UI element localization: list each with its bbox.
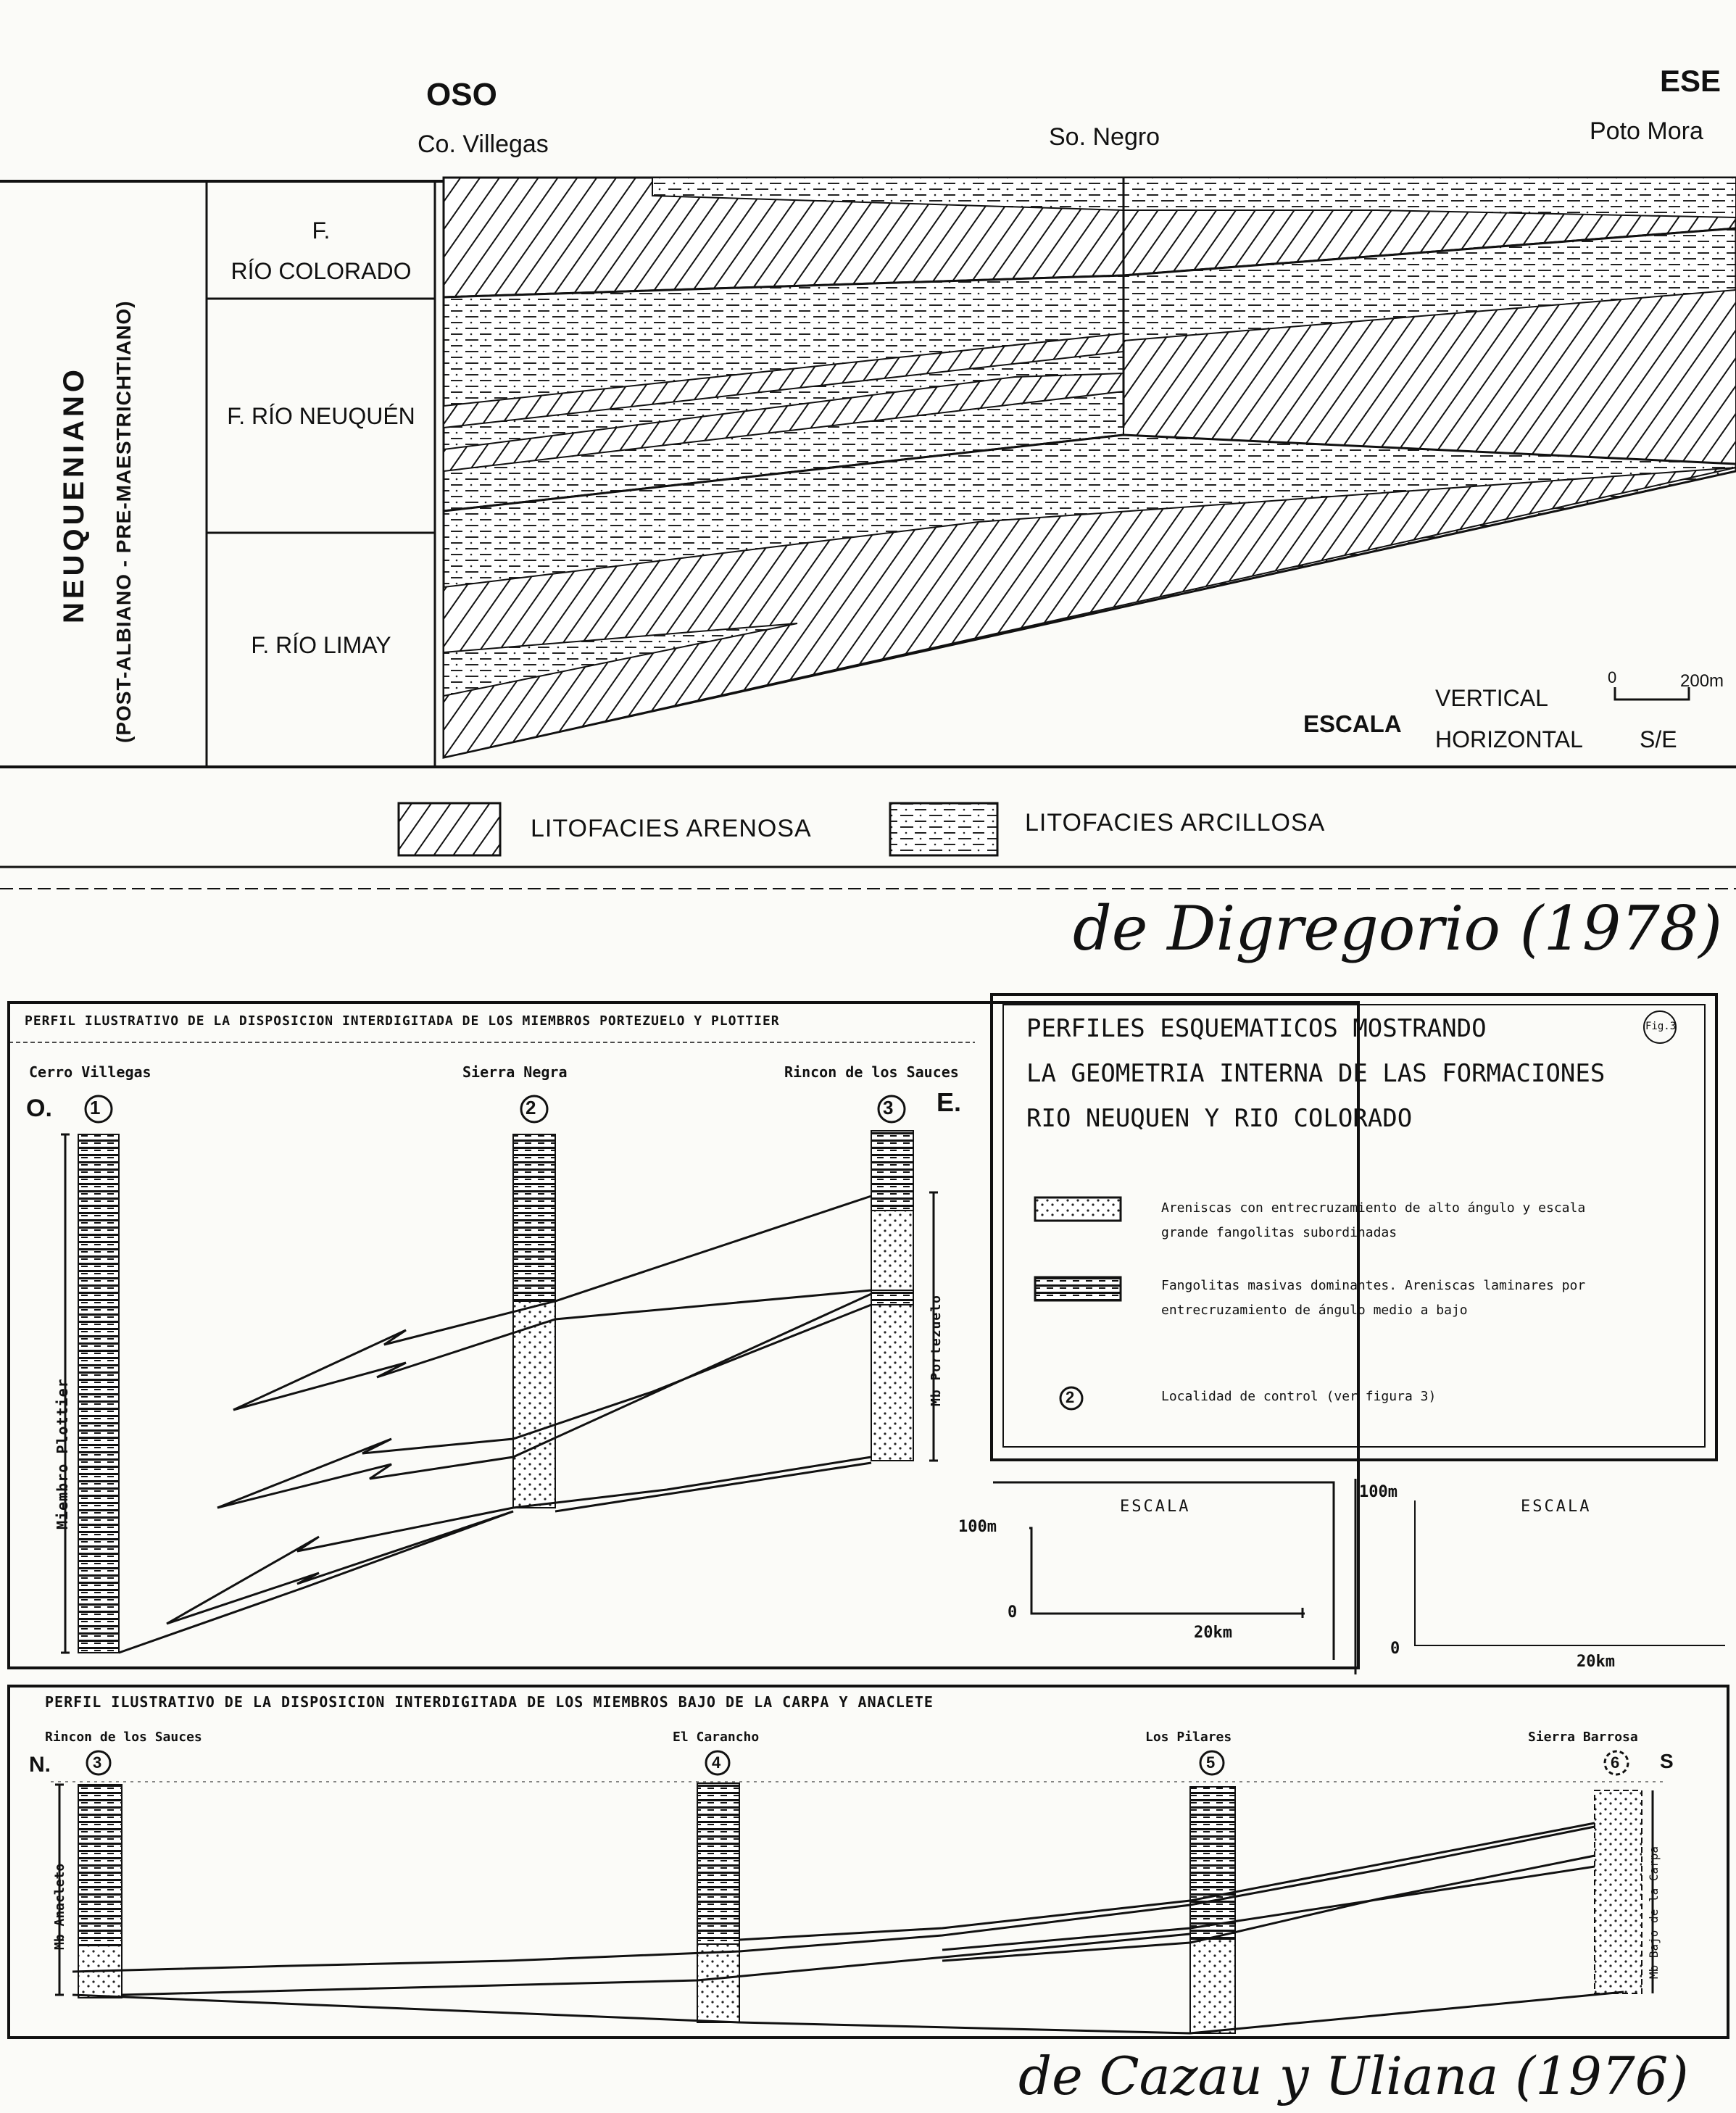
scale-1-v-zero: 0 — [1008, 1603, 1018, 1622]
profile-a-east: E. — [936, 1087, 962, 1117]
formation-rio-limay: F. RÍO LIMAY — [251, 632, 391, 658]
locality-label: Poto Mora — [1590, 117, 1703, 145]
scale-2-h-end: 20km — [1577, 1653, 1615, 1671]
profile-a-locality: Rincon de los Sauces — [784, 1063, 959, 1081]
legend-label-arcillosa: LITOFACIES ARCILLOSA — [1025, 809, 1326, 837]
scale-horizontal-value: S/E — [1640, 726, 1677, 752]
member-portezuelo-label: Mb Portezuelo — [929, 1295, 944, 1406]
member-anacleto-label: Mb Anacleto — [52, 1863, 67, 1950]
profile-b-column-number: 5 — [1206, 1753, 1216, 1772]
west-direction-label: OSO — [426, 77, 497, 112]
profile-a-column-number: 2 — [526, 1097, 536, 1118]
profile-a-columns — [78, 1131, 913, 1653]
profile-a-tongues — [61, 1134, 938, 1653]
legend-swatch-arcillosa — [890, 803, 997, 855]
scale-2-label: ESCALA — [1521, 1498, 1592, 1516]
profile-b-column-markers — [87, 1751, 1628, 1774]
citation-digregorio: de Digregorio (1978) — [1073, 893, 1722, 964]
top-scale-bar — [1615, 687, 1689, 700]
legend-box-title: PERFILES ESQUEMATICOS MOSTRANDO LA GEOMETRIA INTERNA DE LAS FORMACIONES RIO NEUQUEN Y RIO COLORADO — [1026, 1014, 1606, 1133]
profile-a-column-number: 3 — [883, 1097, 894, 1118]
scale-1-label: ESCALA — [1120, 1498, 1191, 1516]
scale-bar-start: 0 — [1608, 668, 1617, 686]
profile-b-tongues — [55, 1785, 1653, 2033]
profile-b-locality: El Carancho — [673, 1730, 760, 1745]
profile-b-west: N. — [29, 1753, 51, 1777]
profile-a-title: PERFIL ILUSTRATIVO DE LA DISPOSICION INTERDIGITADA DE LOS MIEMBROS PORTEZUELO Y PLOTTIER — [25, 1013, 780, 1029]
legend-item-control: Localidad de control (ver figura 3) — [1161, 1389, 1437, 1404]
scale-label: ESCALA — [1303, 710, 1402, 737]
east-direction-label: ESE — [1660, 64, 1722, 98]
profile-a-locality: Sierra Negra — [462, 1063, 568, 1081]
profile-b-locality: Sierra Barrosa — [1528, 1730, 1638, 1745]
legend-label-arenosa: LITOFACIES ARENOSA — [531, 815, 812, 842]
profile-b-frame — [9, 1686, 1728, 2038]
figure-badge: Fig.3 — [1645, 1021, 1677, 1032]
legend-item-fangolitas: Fangolitas masivas dominantes. Areniscas laminares por entrecruzamiento de ángulo medio a bajo — [1161, 1278, 1586, 1318]
formation-rio-neuquen: F. RÍO NEUQUÉN — [227, 403, 415, 429]
cross-section — [444, 178, 1736, 757]
legend-swatch-fangolitas — [1035, 1277, 1121, 1300]
citation-cazau-uliana: de Cazau y Uliana (1976) — [1018, 2046, 1689, 2106]
profile-b-columns — [78, 1783, 1642, 2033]
legend-swatch-areniscas — [1035, 1197, 1121, 1221]
scale-1-h-end: 20km — [1194, 1624, 1232, 1642]
scale-2-v-top: 100m — [1359, 1483, 1397, 1501]
profile-b-column-number: 6 — [1611, 1753, 1620, 1772]
profile-b-title: PERFIL ILUSTRATIVO DE LA DISPOSICION INTERDIGITADA DE LOS MIEMBROS BAJO DE LA CARPA Y ANACLETE — [45, 1693, 934, 1711]
locality-label: So. Negro — [1049, 123, 1160, 151]
scale-bar-end: 200m — [1680, 671, 1724, 691]
profile-b-east: S — [1660, 1750, 1674, 1772]
scale-vertical-label: VERTICAL — [1435, 685, 1548, 711]
profile-a-locality: Cerro Villegas — [29, 1063, 151, 1081]
scale-1-v-top: 100m — [958, 1518, 997, 1536]
group-label: NEUQUENIANO — [58, 365, 90, 623]
legend-item-areniscas: Areniscas con entrecruzamiento de alto ángulo y escala grande fangolitas subordinadas — [1161, 1200, 1586, 1240]
scale-2-v-zero: 0 — [1390, 1640, 1400, 1658]
scale-horizontal-label: HORIZONTAL — [1435, 726, 1583, 752]
legend-swatch-arenosa — [399, 803, 500, 855]
profile-b-locality: Rincon de los Sauces — [45, 1730, 202, 1745]
age-label: (POST-ALBIANO - PRE-MAESTRICHTIANO) — [112, 300, 135, 743]
legend-control-number: 2 — [1066, 1388, 1075, 1406]
profile-a-west: O. — [26, 1095, 52, 1122]
profile-b-locality: Los Pilares — [1145, 1730, 1232, 1745]
member-bajo-carpa-label: Mb Bajo de la Carpa — [1647, 1846, 1661, 1979]
profile-b-column-number: 3 — [93, 1753, 102, 1772]
profile-a-column-markers — [86, 1096, 905, 1122]
profile-a-column-number: 1 — [90, 1097, 101, 1118]
locality-label: Co. Villegas — [418, 130, 549, 158]
formation-rio-colorado: F. RÍO COLORADO — [231, 217, 412, 284]
member-plottier-label: Miembro Plottier — [54, 1378, 71, 1529]
profile-b-column-number: 4 — [712, 1753, 721, 1772]
